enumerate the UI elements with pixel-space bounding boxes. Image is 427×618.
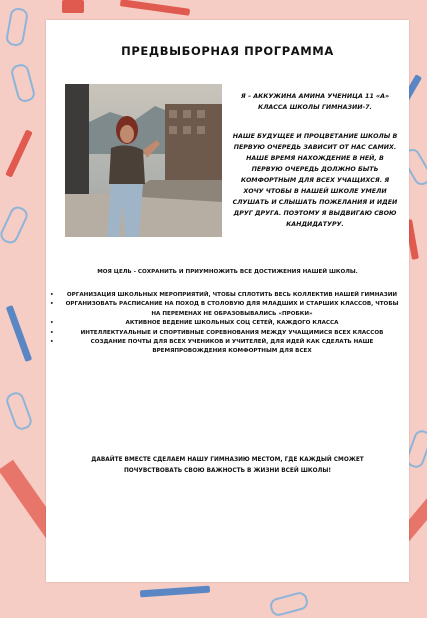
list-item-text: АКТИВНОЕ ВЕДЕНИЕ ШКОЛЬНЫХ СОЦ СЕТЕЙ, КАЖДОГО КЛАССА [125,320,339,327]
list-item-text: ИНТЕЛЛЕКТУАЛЬНЫЕ И СПОРТИВНЫЕ СОРЕВНОВАНИЯ МЕЖДУ УЧАЩИМИСЯ ВСЕХ КЛАССОВ [80,329,384,336]
bio-intro: Я – АККУЖИНА АМИНА УЧЕНИЦА 11 «А» КЛАССА ШКОЛЫ ГИМНАЗИИ-7. [240,93,390,111]
list-item [50,300,400,319]
list-item [50,319,400,328]
list-item-text: ОРГАНИЗАЦИЯ ШКОЛЬНЫХ МЕРОПРИЯТИЙ, ЧТОБЫ СПЛОТИТЬ ВЕСЬ КОЛЛЕКТИВ НАШЕЙ ГИМНАЗИИ [66,292,398,298]
goal-statement: МОЯ ЦЕЛЬ - СОХРАНИТЬ И ПРИУМНОЖИТЬ ВСЕ ДОСТИЖЕНИЯ НАШЕЙ ШКОЛЫ. [97,269,358,275]
list-item [50,338,400,357]
paperclip-icon [4,390,34,432]
paperclip-icon [268,590,309,617]
bullet-icon: • [50,329,54,336]
paperclip-icon [0,204,30,246]
closing-statement: ДАВАЙТЕ ВМЕСТЕ СДЕЛАЕМ НАШУ ГИМНАЗИЮ МЕСТОМ, ГДЕ КАЖДЫЙ СМОЖЕТ ПОЧУВСТВОВАТЬ СВОЮ ВАЖНОСТЬ В ЖИЗНИ ВСЕЙ ШКОЛЫ! [91,457,364,474]
binder-clip-icon [62,0,84,13]
bullet-icon: • [50,301,54,308]
pencil-icon [6,305,32,362]
pencil-icon [140,586,210,598]
list-item [50,329,400,338]
list-item-text: ОРГАНИЗОВАТЬ РАСПИСАНИЕ НА ПОХОД В СТОЛОВУЮ ДЛЯ МЛАДШИХ И СТАРШИХ КЛАССОВ, ЧТОБЫ НА ПЕРЕМЕНАХ НЕ ОБРАЗОВЫВАЛИСЬ «ПРОБКИ» [65,301,399,317]
bullet-icon: • [50,339,54,346]
page-title: ПРЕДВЫБОРНАЯ ПРОГРАММА [121,44,334,58]
paperclip-icon [5,7,29,48]
pencil-icon [120,0,190,16]
document-sheet [46,20,409,582]
candidate-photo [65,84,222,237]
candidate-bio [230,91,400,230]
bullet-icon: • [50,292,54,298]
paperclip-icon [9,62,36,103]
list-item [50,291,400,300]
pencil-icon [5,129,32,177]
program-points [50,291,400,357]
list-item-text: СОЗДАНИЕ ПОЧТЫ ДЛЯ ВСЕХ УЧЕНИКОВ И УЧИТЕЛЕЙ, ДЛЯ ИДЕЙ КАК СДЕЛАТЬ НАШЕ ВРЕМЯПРОВОЖДЕНИЯ КОМФОРТНЫМ ДЛЯ ВСЕХ [90,339,374,355]
bullet-icon: • [50,320,54,327]
bio-text: НАШЕ БУДУЩЕЕ И ПРОЦВЕТАНИЕ ШКОЛЫ В ПЕРВУЮ ОЧЕРЕДЬ ЗАВИСИТ ОТ НАС САМИХ. НАШЕ ВРЕМЯ НАХОЖДЕНИЕ В НЕЙ, В ПЕРВУЮ ОЧЕРЕДЬ ДОЛЖНО БЫТЬ КОМФОРТНЫМ ДЛЯ ВСЕХ УЧАЩИХСЯ. Я ХОЧУ ЧТОБЫ В НАШЕЙ ШКОЛЕ УМЕЛИ СЛУШАТЬ И СЛЫШАТЬ ПОЖЕЛАНИЯ И ИДЕИ ДРУГ ДРУГА. ПОЭТОМУ Я ВЫДВИГАЮ СВОЮ КАНДИДАТУРУ. [232,133,398,228]
